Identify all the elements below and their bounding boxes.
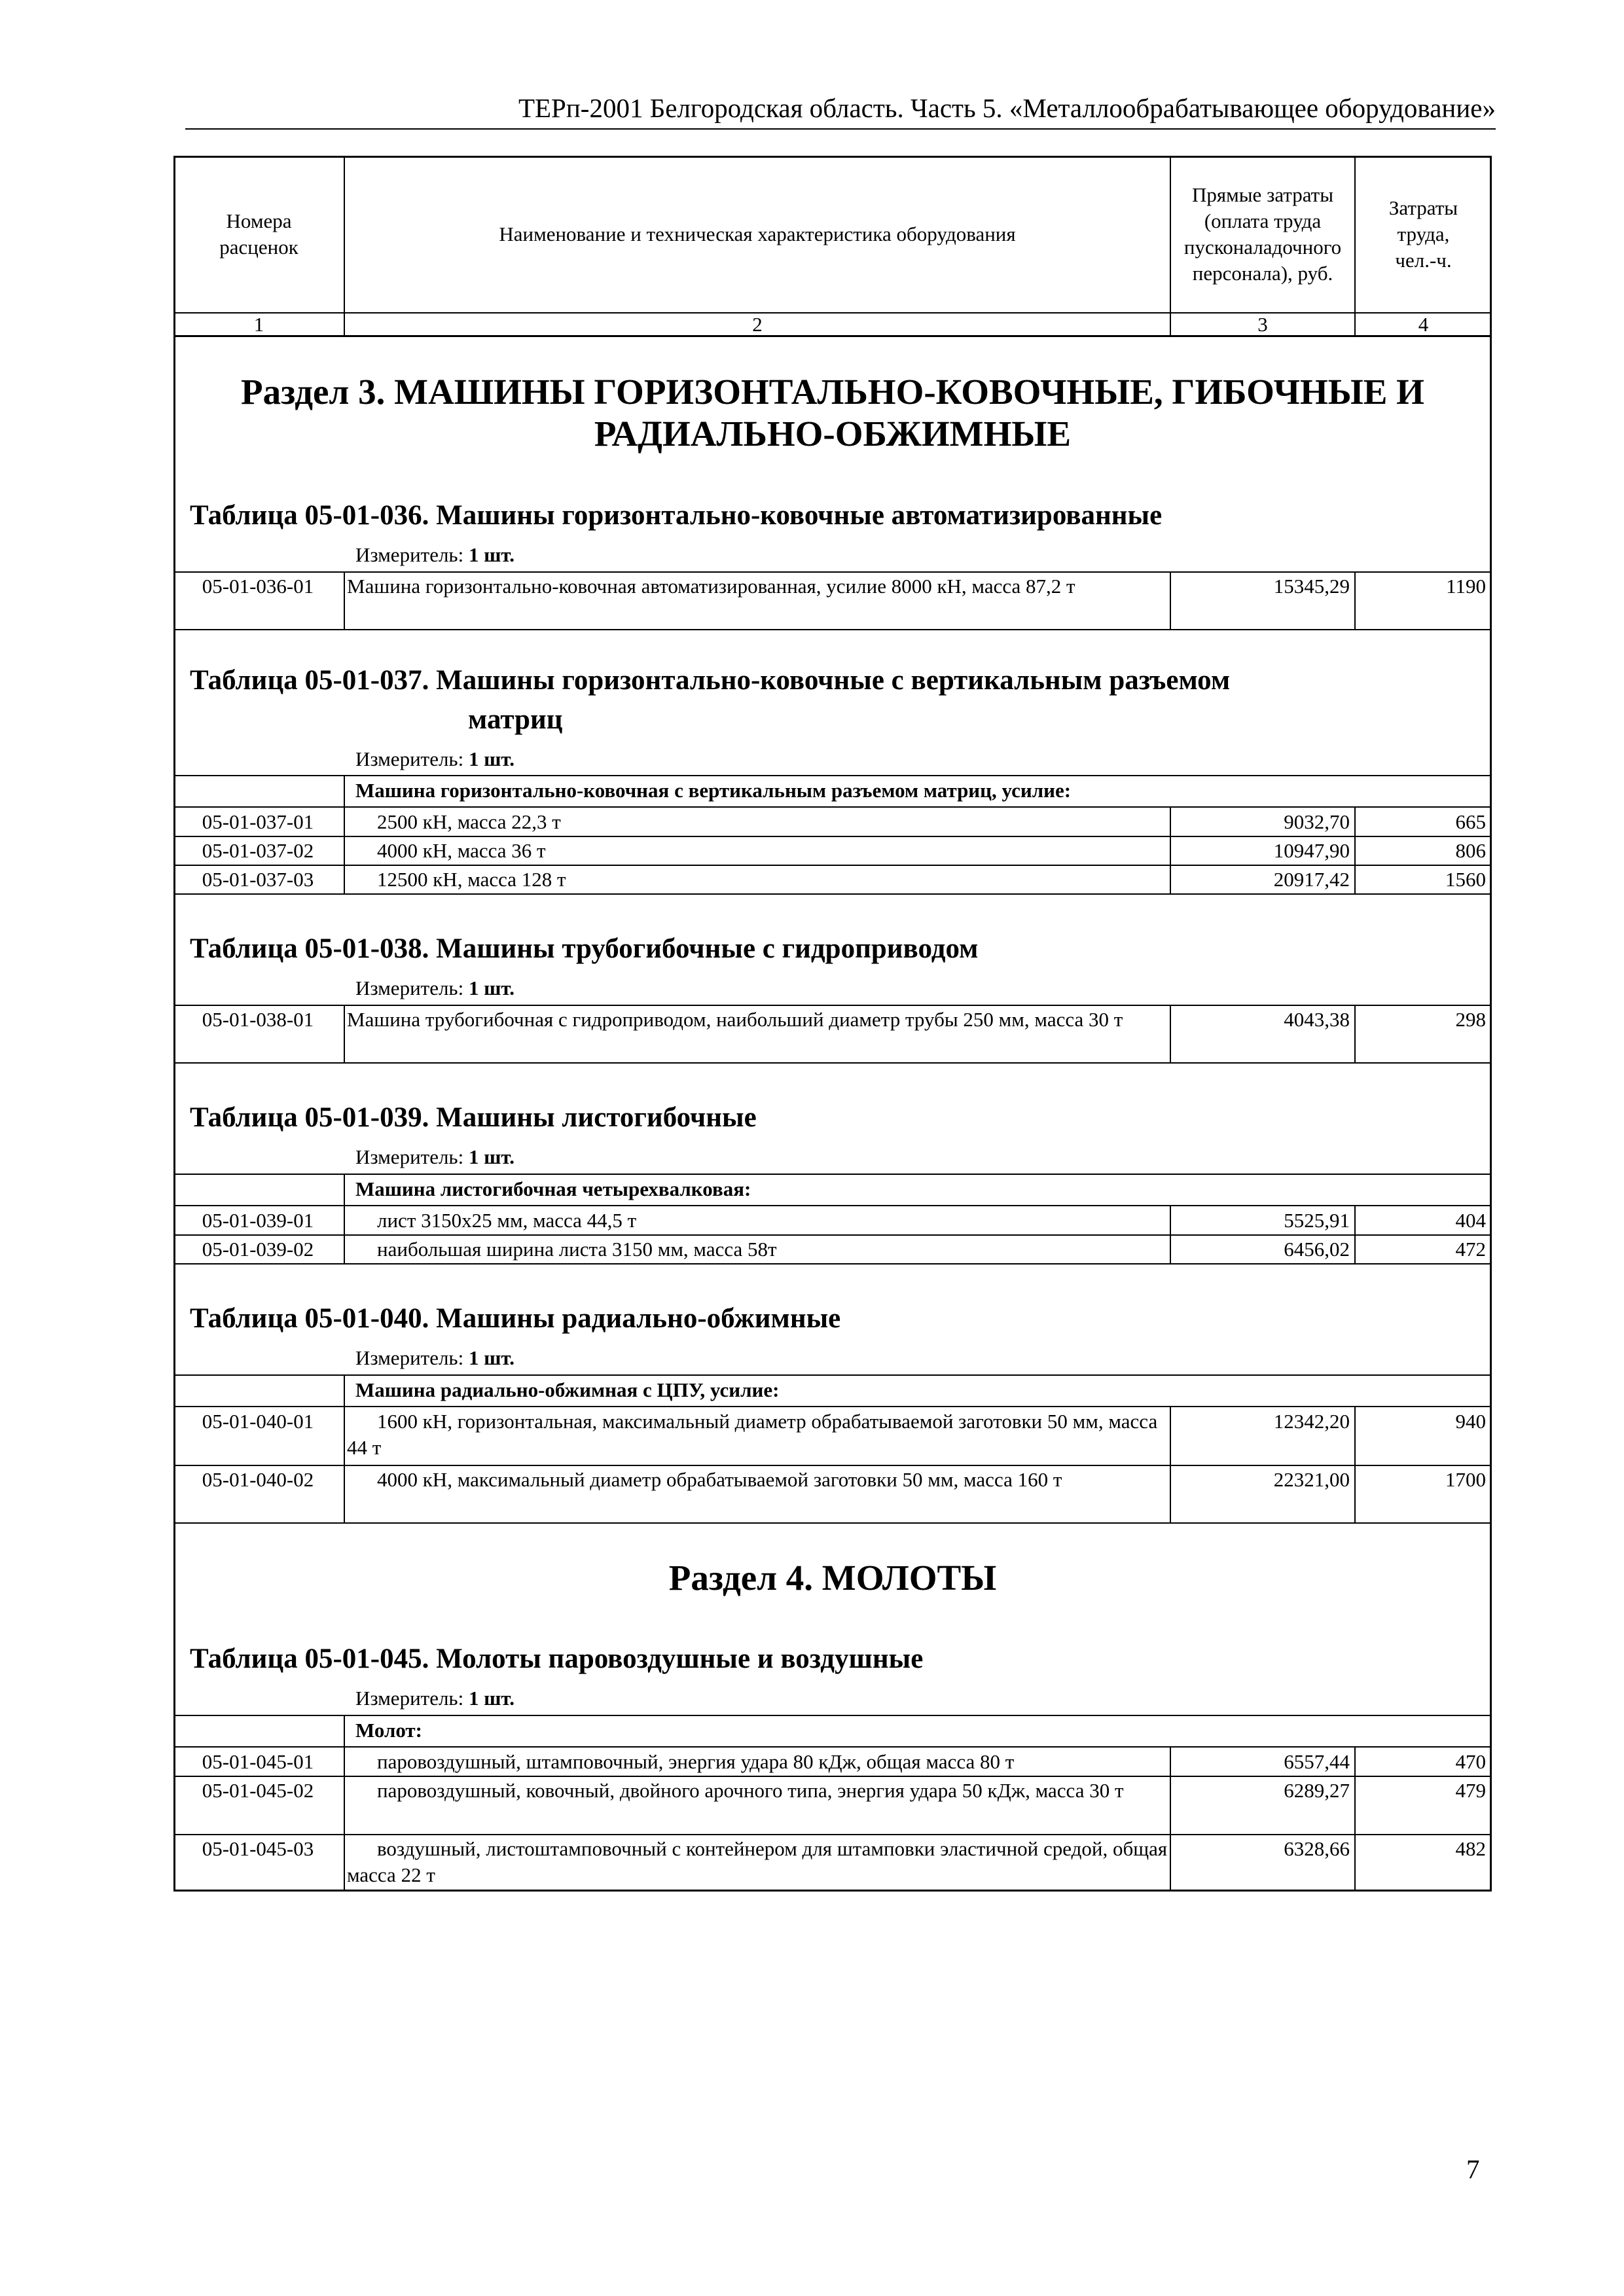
table-row-code: 05-01-040-02	[202, 1468, 314, 1491]
table-row-name: лист 3150х25 мм, масса 44,5 т	[377, 1209, 637, 1232]
table-row-cost: 15345,29	[1273, 575, 1350, 598]
grid-line	[173, 1234, 1492, 1236]
grid-line	[1170, 1005, 1171, 1063]
grid-line	[173, 1062, 1492, 1064]
table-row-labor: 404	[1455, 1209, 1486, 1232]
grid-line	[1170, 571, 1171, 630]
table-row-labor: 470	[1455, 1750, 1486, 1773]
grid-line	[173, 1374, 1492, 1376]
grid-line	[173, 836, 1492, 837]
col-header-cost: Прямые затраты (оплата труда пусконаладочного персонала), руб.	[1183, 183, 1342, 285]
table-036-title: Таблица 05-01-036. Машины горизонтально-ковочные автоматизированные	[190, 500, 1163, 531]
grid-line	[344, 1374, 345, 1523]
table-row-labor: 940	[1455, 1410, 1486, 1433]
table-row-name: Машина трубогибочная с гидроприводом, наибольший диаметр трубы 250 мм, масса 30 т	[347, 1008, 1123, 1031]
grid-line	[344, 775, 345, 894]
table-row-name: 12500 кН, масса 128 т	[377, 868, 566, 891]
col-number-2: 2	[752, 313, 763, 336]
table-row-name: паровоздушный, ковочный, двойного арочного типа, энергия удара 50 кДж, масса 30 т	[377, 1779, 1124, 1802]
grid-line	[173, 335, 1492, 337]
table-037-unit: Измеритель: 1 шт.	[355, 747, 515, 770]
grid-line	[344, 156, 345, 336]
grid-line	[1170, 806, 1171, 894]
table-037-subhead: Машина горизонтально-ковочная с вертикальным разъемом матриц, усилие:	[355, 779, 1072, 802]
grid-line	[344, 571, 345, 630]
table-040-subhead: Машина радиально-обжимная с ЦПУ, усилие:	[355, 1378, 780, 1401]
grid-line	[1354, 1746, 1356, 1892]
table-row-name: наибольшая ширина листа 3150 мм, масса 58т	[377, 1238, 777, 1261]
table-039-title: Таблица 05-01-039. Машины листогибочные	[190, 1102, 757, 1133]
table-row-code: 05-01-039-01	[202, 1209, 314, 1232]
grid-line	[1170, 1406, 1171, 1523]
grid-line	[344, 1715, 345, 1892]
grid-line	[173, 1465, 1492, 1466]
table-038-title: Таблица 05-01-038. Машины трубогибочные с гидроприводом	[190, 933, 979, 964]
grid-line	[1170, 1205, 1171, 1264]
table-row-code: 05-01-037-02	[202, 839, 314, 862]
section-3-title-line2: РАДИАЛЬНО-ОБЖИМНЫЕ	[594, 414, 1072, 454]
col-number-4: 4	[1418, 313, 1429, 336]
table-row-cost: 22321,00	[1273, 1468, 1350, 1491]
table-row-labor: 1190	[1446, 575, 1486, 598]
grid-line	[173, 1746, 1492, 1748]
table-row-labor: 298	[1455, 1008, 1486, 1031]
table-040-unit: Измеритель: 1 шт.	[355, 1346, 515, 1369]
section-3-title-line1: Раздел 3. МАШИНЫ ГОРИЗОНТАЛЬНО-КОВОЧНЫЕ, ГИБОЧНЫЕ И	[241, 372, 1424, 412]
table-row-cost: 10947,90	[1273, 839, 1350, 862]
table-row-labor: 1700	[1445, 1468, 1486, 1491]
grid-line	[173, 806, 1492, 808]
grid-line	[1170, 156, 1171, 336]
table-row-code: 05-01-045-02	[202, 1779, 314, 1802]
grid-line	[1170, 1746, 1171, 1892]
table-row-code: 05-01-040-01	[202, 1410, 314, 1433]
table-row-cost: 4043,38	[1284, 1008, 1350, 1031]
table-row-name: 4000 кН, масса 36 т	[377, 839, 546, 862]
grid-line	[173, 893, 1492, 895]
table-045-unit: Измеритель: 1 шт.	[355, 1687, 515, 1710]
grid-line	[344, 1005, 345, 1063]
table-039-unit: Измеритель: 1 шт.	[355, 1145, 515, 1168]
table-037-title: Таблица 05-01-037. Машины горизонтально-ковочные с вертикальным разъемом матриц	[190, 665, 1231, 735]
grid-line	[173, 312, 1492, 314]
table-row-labor: 472	[1455, 1238, 1486, 1261]
table-row-cost: 9032,70	[1284, 810, 1350, 833]
grid-line	[173, 1174, 1492, 1175]
grid-line	[1354, 156, 1356, 336]
grid-line	[173, 775, 1492, 776]
table-row-name: воздушный, листоштамповочный с контейнером для штамповки эластичной средой, общая масса 22 т	[347, 1837, 1168, 1886]
header-rule	[185, 128, 1496, 130]
grid-line	[173, 1522, 1492, 1524]
col-number-1: 1	[253, 313, 264, 336]
grid-line	[1354, 571, 1356, 630]
table-row-cost: 6328,66	[1284, 1837, 1350, 1860]
table-row-labor: 665	[1455, 810, 1486, 833]
table-row-labor: 1560	[1445, 868, 1486, 891]
table-row-name: 4000 кН, максимальный диаметр обрабатываемой заготовки 50 мм, масса 160 т	[377, 1468, 1062, 1491]
table-row-cost: 6456,02	[1284, 1238, 1350, 1261]
table-row-cost: 6289,27	[1284, 1779, 1350, 1802]
table-row-code: 05-01-045-01	[202, 1750, 314, 1773]
page-number: 7	[1466, 2154, 1480, 2184]
table-row-labor: 482	[1455, 1837, 1486, 1860]
grid-line	[173, 571, 1492, 573]
grid-line	[173, 1715, 1492, 1716]
running-header: ТЕРп-2001 Белгородская область. Часть 5. «Металлообрабатывающее оборудование»	[518, 93, 1496, 123]
col-header-labor: Затраты труда, чел.-ч.	[1388, 196, 1458, 272]
table-row-name: паровоздушный, штамповочный, энергия удара 80 кДж, общая масса 80 т	[377, 1750, 1015, 1773]
grid-line	[173, 1263, 1492, 1265]
table-row-code: 05-01-038-01	[202, 1008, 314, 1031]
table-038-unit: Измеритель: 1 шт.	[355, 977, 515, 999]
table-row-cost: 6557,44	[1284, 1750, 1350, 1773]
grid-line	[173, 629, 1492, 630]
grid-line	[173, 1005, 1492, 1006]
table-row-cost: 12342,20	[1273, 1410, 1350, 1433]
grid-line	[173, 1205, 1492, 1206]
table-row-labor: 479	[1455, 1779, 1486, 1802]
col-header-name: Наименование и техническая характеристика оборудования	[499, 223, 1016, 245]
table-row-cost: 20917,42	[1273, 868, 1350, 891]
grid-line	[1354, 1205, 1356, 1264]
grid-line	[1354, 806, 1356, 894]
table-045-title: Таблица 05-01-045. Молоты паровоздушные и воздушные	[190, 1643, 924, 1674]
grid-line	[344, 1174, 345, 1264]
table-045-subhead: Молот:	[355, 1719, 422, 1742]
grid-line	[173, 1406, 1492, 1407]
table-row-code: 05-01-045-03	[202, 1837, 314, 1860]
table-040-title: Таблица 05-01-040. Машины радиально-обжимные	[190, 1303, 841, 1334]
grid-line	[1354, 1406, 1356, 1523]
grid-line	[173, 865, 1492, 866]
grid-line	[173, 1834, 1492, 1835]
grid-line	[1354, 1005, 1356, 1063]
table-036-unit: Измеритель: 1 шт.	[355, 543, 515, 566]
table-039-subhead: Машина листогибочная четырехвалковая:	[355, 1177, 751, 1200]
table-row-code: 05-01-037-01	[202, 810, 314, 833]
col-header-code: Номера расценок	[219, 209, 298, 259]
table-row-code: 05-01-036-01	[202, 575, 314, 598]
col-number-3: 3	[1257, 313, 1268, 336]
table-row-cost: 5525,91	[1284, 1209, 1350, 1232]
table-row-labor: 806	[1455, 839, 1486, 862]
section-4-title: Раздел 4. МОЛОТЫ	[668, 1558, 997, 1598]
table-row-name: Машина горизонтально-ковочная автоматизированная, усилие 8000 кН, масса 87,2 т	[347, 575, 1075, 598]
grid-line	[173, 1776, 1492, 1777]
table-row-code: 05-01-039-02	[202, 1238, 314, 1261]
table-row-code: 05-01-037-03	[202, 868, 314, 891]
table-row-name: 1600 кН, горизонтальная, максимальный диаметр обрабатываемой заготовки 50 мм, масса 44 т	[347, 1410, 1158, 1459]
table-row-name: 2500 кН, масса 22,3 т	[377, 810, 561, 833]
